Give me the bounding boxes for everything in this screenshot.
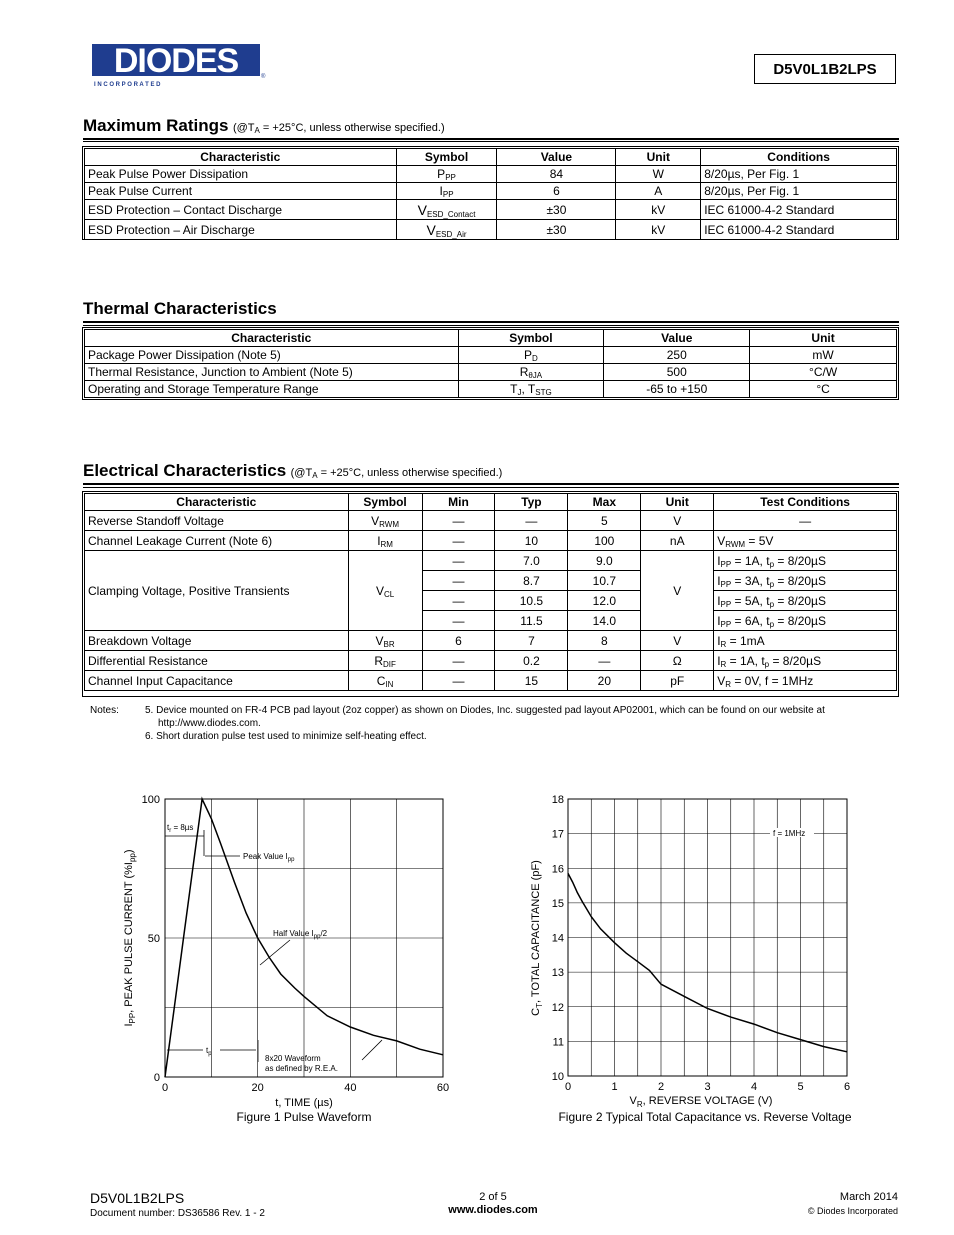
cell-symbol: $I_{RM}$	[348, 531, 422, 551]
figure2-x-ticks	[565, 1081, 850, 1093]
cell-characteristic: ESD Protection – Contact Discharge	[85, 200, 397, 220]
note-5: 5. Device mounted on FR-4 PCB pad layout (2oz copper) as shown on Diodes, Inc. suggested pad layout AP02001, which can be found on our website at	[145, 705, 825, 716]
cell-conditions: —	[714, 511, 897, 531]
cell-unit: A	[616, 183, 701, 200]
logo-subtext: I N C O R P O R A T E D	[94, 82, 161, 88]
col-header: Characteristic	[85, 330, 459, 347]
footer-date: March 2014	[839, 1191, 898, 1203]
cell-conditions: $I_{PP} = 3A$, $t_p = 8/20\mu S$	[714, 571, 897, 591]
footer-part-number: D5V0L1B2LPS	[90, 1190, 185, 1206]
cell-symbol: $V_{BR}$	[348, 631, 422, 651]
cell-typ: 10.5	[495, 591, 568, 611]
cell-max: 12.0	[568, 591, 641, 611]
cell-symbol: $V_{CL}$	[348, 551, 422, 631]
thermal-title: Thermal Characteristics	[83, 299, 277, 318]
cell-value: -65 to +150	[604, 381, 750, 398]
cell-characteristic: Reverse Standoff Voltage	[85, 511, 349, 531]
cell-symbol: $V_{ESD\_Air}$	[396, 220, 497, 240]
note-5-url: http://www.diodes.com.	[158, 718, 261, 729]
table-row	[85, 364, 897, 381]
cell-characteristic: Thermal Resistance, Junction to Ambient (Note 5)	[85, 364, 459, 381]
cell-max: 100	[568, 531, 641, 551]
col-header: Characteristic	[85, 149, 397, 166]
cell-min: —	[422, 591, 495, 611]
waveform-leader	[362, 1040, 382, 1060]
cell-min: —	[422, 651, 495, 671]
col-header: Characteristic	[85, 494, 349, 511]
svg-text:®: ®	[261, 74, 266, 80]
cell-min: —	[422, 551, 495, 571]
cell-characteristic: Peak Pulse Power Dissipation	[85, 166, 397, 183]
figure1-caption: Figure 1 Pulse Waveform	[236, 1110, 372, 1124]
waveform-note-line1: 8x20 Waveform	[265, 1054, 321, 1063]
waveform-note-line2: as defined by R.E.A.	[265, 1064, 338, 1073]
peak-label: Peak Value $I_{pp}$	[243, 852, 295, 863]
table-row	[85, 551, 897, 571]
figure1-y-axis-label: $I_{PP}$, PEAK PULSE CURRENT $(\%I_{pp})$	[123, 849, 137, 1027]
col-header: Min	[422, 494, 495, 511]
cell-unit: V	[641, 631, 714, 651]
electrical-header	[83, 461, 899, 485]
cell-unit: nA	[641, 531, 714, 551]
cell-max: 8	[568, 631, 641, 651]
table-row	[85, 166, 897, 183]
x-tick-label: 5	[797, 1081, 804, 1093]
cell-symbol: $C_{IN}$	[348, 671, 422, 691]
figure1-y-ticks	[142, 794, 160, 1084]
figure2-x-axis-label: $V_R$, REVERSE VOLTAGE (V)	[629, 1095, 773, 1109]
cell-conditions: $V_{RWM} = 5V$	[714, 531, 897, 551]
note-6: 6. Short duration pulse test used to minimize self-heating effect.	[145, 731, 427, 742]
max-ratings-title: Maximum Ratings	[83, 116, 229, 135]
col-header: Unit	[641, 494, 714, 511]
cell-symbol: $P_D$	[458, 347, 604, 364]
x-tick-label: 3	[704, 1081, 711, 1093]
cell-symbol: $R_{DIF}$	[348, 651, 422, 671]
cell-typ: —	[495, 511, 568, 531]
figure2-y-axis-label: $C_T$, TOTAL CAPACITANCE (pF)	[530, 860, 544, 1016]
y-tick-label: 50	[147, 933, 160, 945]
x-tick-label: 60	[436, 1082, 450, 1094]
cell-conditions: $I_R = 1mA$	[714, 631, 897, 651]
cell-unit: kV	[616, 200, 701, 220]
col-header: Unit	[750, 330, 897, 347]
col-header: Unit	[616, 149, 701, 166]
table-header-row	[85, 494, 897, 511]
cell-characteristic: Operating and Storage Temperature Range	[85, 381, 459, 398]
part-number-box	[754, 54, 896, 84]
cell-conditions: IEC 61000-4-2 Standard	[701, 200, 897, 220]
table-row	[85, 200, 897, 220]
col-header: Test Conditions	[714, 494, 897, 511]
cell-characteristic: Channel Leakage Current (Note 6)	[85, 531, 349, 551]
cell-max: 9.0	[568, 551, 641, 571]
footer-copyright: © Diodes Incorporated	[807, 1206, 898, 1216]
cell-unit: pF	[641, 671, 714, 691]
x-tick-label: 1	[611, 1081, 618, 1093]
cell-conditions: $I_R = 1A$, $t_p = 8/20\mu S$	[714, 651, 897, 671]
figure1-grid	[165, 799, 443, 1077]
max-ratings-condition: ($@T_A = +25^\circ C$, unless otherwise specified.)	[232, 122, 445, 135]
frequency-annotation: f = 1MHz	[773, 829, 806, 838]
y-tick-label: 11	[552, 1036, 564, 1049]
cell-max: —	[568, 651, 641, 671]
y-tick-label: 12	[551, 1001, 564, 1014]
y-tick-label: 10	[551, 1071, 564, 1083]
table-row	[85, 671, 897, 691]
cell-unit: °C	[750, 381, 897, 398]
cell-max: 20	[568, 671, 641, 691]
y-tick-label: 14	[551, 932, 564, 945]
cell-conditions: $I_{PP} = 5A$, $t_p = 8/20\mu S$	[714, 591, 897, 611]
x-tick-label: 2	[657, 1081, 665, 1093]
cell-typ: 7.0	[495, 551, 568, 571]
table-row	[85, 220, 897, 240]
x-tick-label: 6	[843, 1081, 851, 1093]
cell-typ: 8.7	[495, 571, 568, 591]
electrical-condition: ($@T_A = +25^\circ C$, unless otherwise specified.)	[290, 467, 503, 480]
cell-characteristic: Peak Pulse Current	[85, 183, 397, 200]
max-ratings-table	[84, 148, 897, 240]
col-header: Symbol	[396, 149, 497, 166]
col-header: Conditions	[701, 149, 897, 166]
y-tick-label: 15	[551, 897, 564, 910]
figure1-x-axis-label: t, TIME (µs)	[275, 1097, 333, 1109]
footer-website: www.diodes.com	[448, 1204, 538, 1216]
cell-symbol: $V_{RWM}$	[348, 511, 422, 531]
y-tick-label: 18	[551, 794, 564, 806]
cell-min: —	[422, 511, 495, 531]
cell-unit: W	[616, 166, 701, 183]
cell-characteristic: Package Power Dissipation (Note 5)	[85, 347, 459, 364]
cell-value: 84	[497, 166, 616, 183]
col-header: Symbol	[458, 330, 604, 347]
divider	[83, 141, 899, 142]
x-tick-label: 20	[251, 1082, 264, 1094]
part-number: D5V0L1B2LPS	[773, 60, 877, 78]
table-row	[85, 631, 897, 651]
cell-characteristic: Channel Input Capacitance	[85, 671, 349, 691]
cell-typ: 11.5	[495, 611, 568, 631]
y-tick-label: 100	[141, 794, 160, 806]
cell-symbol: $I_{PP}$	[396, 183, 497, 200]
col-header: Value	[604, 330, 750, 347]
notes-body	[145, 704, 905, 743]
col-header: Value	[497, 149, 616, 166]
y-tick-label: 17	[551, 828, 564, 841]
divider	[83, 487, 899, 488]
half-label: Half Value $I_{pp}/2$	[273, 929, 328, 940]
cell-symbol: $T_J$, $T_{STG}$	[458, 381, 604, 398]
y-tick-label: 0	[153, 1072, 160, 1084]
figure1-chart	[100, 790, 460, 1130]
table-row	[85, 651, 897, 671]
thermal-header	[83, 299, 899, 323]
electrical-title: Electrical Characteristics	[83, 461, 287, 480]
y-tick-label: 16	[551, 863, 564, 876]
cell-symbol: $R_{\theta JA}$	[458, 364, 604, 381]
cell-conditions: 8/20µs, Per Fig. 1	[701, 166, 897, 183]
cell-characteristic: ESD Protection – Air Discharge	[85, 220, 397, 240]
cell-value: 500	[604, 364, 750, 381]
cell-typ: 15	[495, 671, 568, 691]
table-row	[85, 511, 897, 531]
electrical-table	[84, 493, 897, 691]
figure2-caption: Figure 2 Typical Total Capacitance vs. Reverse Voltage	[558, 1110, 852, 1124]
cell-unit: V	[641, 551, 714, 631]
tp-label: $t_p$	[206, 1046, 212, 1057]
cell-value: ±30	[497, 220, 616, 240]
half-leader	[260, 940, 290, 965]
table-header-row	[85, 149, 897, 166]
cell-min: —	[422, 531, 495, 551]
cell-value: ±30	[497, 200, 616, 220]
x-tick-label: 0	[161, 1082, 169, 1094]
x-tick-label: 40	[344, 1082, 357, 1094]
x-tick-label: 0	[564, 1081, 572, 1093]
cell-conditions: $I_{PP} = 1A$, $t_p = 8/20\mu S$	[714, 551, 897, 571]
col-header: Typ	[495, 494, 568, 511]
thermal-table	[84, 329, 897, 398]
cell-characteristic: Clamping Voltage, Positive Transients	[85, 551, 349, 631]
logo-text: DIODES	[113, 42, 239, 80]
cell-unit: Ω	[641, 651, 714, 671]
figure2-y-ticks	[552, 794, 564, 1083]
divider	[83, 325, 899, 326]
notes-label: Notes:	[90, 705, 119, 716]
cell-min: —	[422, 571, 495, 591]
cell-typ: 7	[495, 631, 568, 651]
table-header-row	[85, 330, 897, 347]
diodes-logo	[92, 38, 267, 90]
cell-unit: V	[641, 511, 714, 531]
footer-page: 2 of 5	[479, 1191, 507, 1203]
y-tick-label: 13	[551, 967, 564, 980]
cell-min: —	[422, 611, 495, 631]
cell-symbol: $V_{ESD\_Contact}$	[396, 200, 497, 220]
cell-conditions: IEC 61000-4-2 Standard	[701, 220, 897, 240]
table-row	[85, 381, 897, 398]
cell-symbol: $P_{PP}$	[396, 166, 497, 183]
cell-conditions: $I_{PP} = 6A$, $t_p = 8/20\mu S$	[714, 611, 897, 631]
cell-min: 6	[422, 631, 495, 651]
col-header: Max	[568, 494, 641, 511]
col-header: Symbol	[348, 494, 422, 511]
table-row	[85, 531, 897, 551]
table-row	[85, 183, 897, 200]
cell-unit: °C/W	[750, 364, 897, 381]
cell-max: 14.0	[568, 611, 641, 631]
table-row	[85, 347, 897, 364]
figure2-chart	[520, 790, 880, 1130]
cell-max: 5	[568, 511, 641, 531]
cell-conditions: 8/20µs, Per Fig. 1	[701, 183, 897, 200]
cell-characteristic: Differential Resistance	[85, 651, 349, 671]
cell-typ: 10	[495, 531, 568, 551]
cell-unit: kV	[616, 220, 701, 240]
cell-typ: 0.2	[495, 651, 568, 671]
max-ratings-header	[83, 116, 899, 140]
cell-unit: mW	[750, 347, 897, 364]
tr-label: $t_r = 8\mu s$	[167, 823, 194, 834]
cell-conditions: $V_R = 0V$, f = 1MHz	[714, 671, 897, 691]
cell-min: —	[422, 671, 495, 691]
x-tick-label: 4	[750, 1081, 758, 1093]
footer-doc-number: Document number: DS36586 Rev. 1 - 2	[90, 1208, 265, 1219]
cell-value: 250	[604, 347, 750, 364]
cell-characteristic: Breakdown Voltage	[85, 631, 349, 651]
cell-max: 10.7	[568, 571, 641, 591]
figure1-x-ticks	[162, 1082, 449, 1094]
cell-value: 6	[497, 183, 616, 200]
